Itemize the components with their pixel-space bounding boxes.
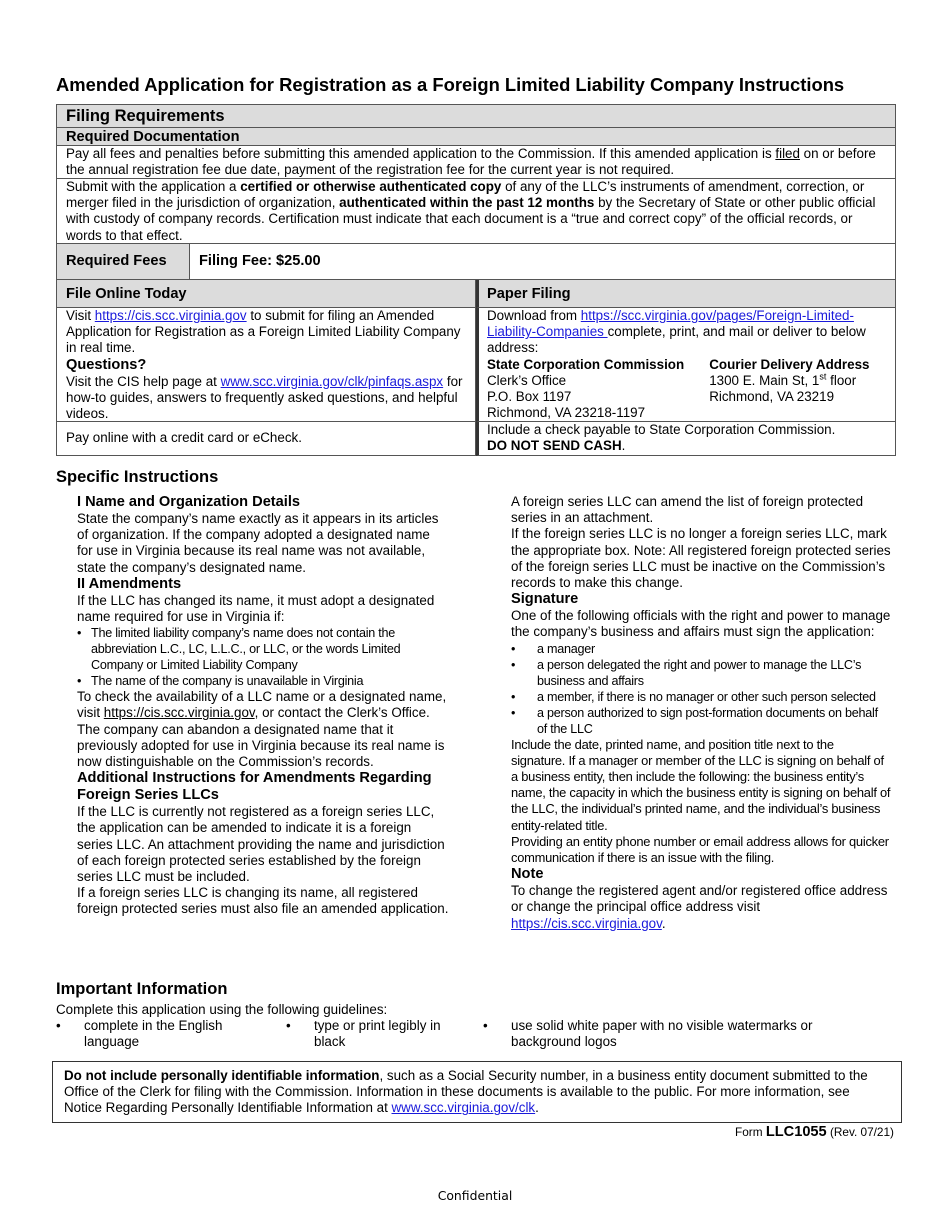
contact-info-text: Providing an entity phone number or email address allows for quicker communication if there is an issue with the filing. <box>511 833 889 866</box>
bullet-dot: • <box>483 1018 488 1033</box>
signature-bullets <box>511 641 891 737</box>
series-attachment-text: A foreign series LLC can amend the list of foreign protected series in an attachment. <box>511 494 864 526</box>
bullet-dot: • <box>286 1018 291 1033</box>
name-org-details-text: State the company’s name exactly as it appears in its articles of organization. If the company adopted a designated name for use in Virginia because its real name was not available, state the company’s designated name. <box>77 511 439 575</box>
questions-text: Visit the CIS help page at <box>66 373 221 389</box>
name-org-details-heading: I Name and Organization Details <box>77 494 301 510</box>
foreign-series-text: If the LLC is currently not registered as a foreign series LLC, the application can be amended to indicate it is a foreign series LLC. An attachment providing the name and jurisdiction of each foreign protected series established by the foreign series LLC must be included. <box>77 804 445 885</box>
guideline-text: complete in the English language <box>84 1018 223 1050</box>
online-visit-paragraph <box>66 308 466 357</box>
questions-heading: Questions? <box>66 356 147 373</box>
file-online-body <box>56 308 476 422</box>
courier-address <box>709 357 887 422</box>
form-revision: (Rev. 07/21) <box>826 1125 894 1139</box>
certified-text-c: by the Secretary of State or other public official with custody of company records. Certification must indicate that each document is a “true and correct copy” of the official records, or words to that effect. <box>66 195 876 243</box>
filed-underlined: filed <box>775 146 800 161</box>
mailing-address <box>487 357 709 422</box>
pii-notice-box <box>52 1061 902 1123</box>
fees-paragraph <box>56 146 896 179</box>
form-number: LLC1055 <box>765 1124 827 1140</box>
series-inactive-text: If the foreign series LLC is no longer a foreign series LLC, mark the appropriate box. Note: All registered foreign protected series of the foreign series LLC must be inactive on the Commission’s records to make this change. <box>511 526 891 591</box>
signature-details-text: Include the date, printed name, and position title next to the signature. If a manager or member of the LLC is signing on behalf of a business entity, then include the following: the business entity’s name, the capacity in which the business entity is signing on behalf of the LLC, the individual’s printed name, and the individual’s business entity-related title. <box>511 736 891 833</box>
foreign-llc-link[interactable]: https://scc.virginia.gov/pages/Foreign-Limited-Liability-Companies <box>487 308 854 340</box>
certified-bold-a: certified or otherwise authenticated copy <box>240 179 502 194</box>
instructions-right-column <box>511 494 891 932</box>
questions-paragraph <box>66 374 466 423</box>
availability-text-rest: , or contact the Clerk’s Office. <box>254 705 430 721</box>
courier-floor: floor <box>826 372 857 388</box>
pinfaqs-link[interactable]: www.scc.virginia.gov/clk/pinfaqs.aspx <box>220 373 444 389</box>
important-intro: Complete this application using the following guidelines: <box>56 1002 388 1017</box>
cis-availability-link[interactable]: https://cis.scc.virginia.gov <box>103 705 255 721</box>
certified-text-a: Submit with the application a <box>66 179 241 194</box>
courier-superscript: st <box>819 371 827 382</box>
bullet-dot: • <box>56 1018 61 1033</box>
amendments-heading: II Amendments <box>77 575 182 592</box>
pii-text: , such as a Social Security number, in a business entity document submitted to the Office of the Clerk for filing with the Commission. Information in these documents is available to the public. For more information, see Notice Regarding Personally Identifiable Information at <box>64 1068 868 1116</box>
list-item: • a person delegated the right and power to manage the LLC’s business and affairs <box>511 657 891 689</box>
certified-copy-paragraph <box>56 179 896 244</box>
required-documentation-heading: Required Documentation <box>56 127 896 146</box>
mailing-address-line: Clerk’s Office <box>487 372 567 388</box>
online-visit-rest: to submit for filing an Amended Application for Registration as a Foreign Limited Liability Company in real time. <box>66 308 461 356</box>
foreign-series-heading: Additional Instructions for Amendments Regarding Foreign Series LLCs <box>77 770 432 804</box>
certified-text-b: of any of the LLC’s instruments of amendment, correction, or merger filed in the jurisdiction of organization, <box>66 179 865 211</box>
instructions-left-column <box>77 494 449 918</box>
file-online-heading: File Online Today <box>56 280 476 308</box>
amendments-text: If the LLC has changed its name, it must adopt a designated name required for use in Virginia if: <box>77 592 435 625</box>
download-text: Download from <box>487 308 581 323</box>
note-cis-link[interactable]: https://cis.scc.virginia.gov <box>511 915 662 931</box>
paper-payment-note <box>476 422 896 456</box>
foreign-series-name-change-text: If a foreign series LLC is changing its name, all registered foreign protected series must also file an amended application. <box>77 885 449 917</box>
list-item: • a person authorized to sign post-formation documents on behalf of the LLC <box>511 705 891 737</box>
page-title: Amended Application for Registration as a Foreign Limited Liability Company Instructions <box>56 74 845 95</box>
mailing-address-line: P.O. Box 1197 <box>487 389 572 405</box>
signature-heading: Signature <box>511 591 579 608</box>
availability-text: To check the availability of a LLC name or a designated name, visit <box>77 689 447 721</box>
courier-address-title: Courier Delivery Address <box>709 356 870 372</box>
paper-filing-heading: Paper Filing <box>476 280 896 308</box>
do-not-send-cash-period: . <box>621 438 626 454</box>
signature-text: One of the following officials with the right and power to manage the company’s business and affairs must sign the application: <box>511 608 891 640</box>
online-visit-text: Visit <box>66 308 95 323</box>
note-paragraph <box>511 883 891 932</box>
pii-period: . <box>535 1100 539 1116</box>
addresses <box>487 357 887 422</box>
check-payable-text: Include a check payable to State Corporation Commission. <box>487 422 836 437</box>
pii-bold: Do not include personally identifiable information <box>64 1068 380 1083</box>
questions-text-rest: for how-to guides, answers to frequently asked questions, and helpful videos. <box>66 373 463 422</box>
download-paragraph <box>487 308 887 357</box>
required-fees-label: Required Fees <box>56 244 190 280</box>
note-text: To change the registered agent and/or registered office address or change the principal office address visit <box>511 883 888 915</box>
list-item: • a manager <box>511 641 891 657</box>
note-heading: Note <box>511 866 544 883</box>
cis-link[interactable]: https://cis.scc.virginia.gov <box>94 308 247 323</box>
mailing-address-line: Richmond, VA 23218-1197 <box>487 405 646 421</box>
abandon-name-text: The company can abandon a designated name that it previously adopted for use in Virginia because its real name is now distinguishable on the Commission’s records. <box>77 721 445 770</box>
form-identifier <box>735 1124 894 1140</box>
filing-fee-value: Filing Fee: $25.00 <box>190 244 896 280</box>
download-text-rest: complete, print, and mail or deliver to below address: <box>487 324 866 356</box>
list-item: • a member, if there is no manager or other such person selected <box>511 689 891 705</box>
specific-instructions-heading: Specific Instructions <box>56 468 219 486</box>
amendments-bullets <box>77 625 449 689</box>
clk-link[interactable]: www.scc.virginia.gov/clk <box>391 1100 536 1116</box>
fees-paragraph-text-end: on or before the annual registration fee due date, payment of the registration fee for the current year is not required. <box>66 146 876 178</box>
courier-address-line: Richmond, VA 23219 <box>709 389 835 405</box>
guideline-text: type or print legibly in black <box>314 1018 441 1050</box>
paper-filing-body <box>476 308 896 422</box>
filing-requirements-heading: Filing Requirements <box>56 104 896 127</box>
certified-bold-b: authenticated within the past 12 months <box>339 195 595 211</box>
important-information-heading: Important Information <box>56 980 228 998</box>
courier-address-line <box>709 373 887 389</box>
note-period: . <box>661 915 666 931</box>
availability-paragraph <box>77 689 449 721</box>
form-label: Form <box>735 1125 766 1139</box>
courier-street: 1300 E. Main St, 1 <box>709 372 820 388</box>
fees-paragraph-text: Pay all fees and penalties before submitting this amended application to the Commission. If this amended application is <box>66 146 776 161</box>
list-item: • The name of the company is unavailable in Virginia <box>77 673 449 689</box>
online-payment-note: Pay online with a credit card or eCheck. <box>56 422 476 456</box>
mailing-address-title: State Corporation Commission <box>487 356 685 372</box>
guideline-text: use solid white paper with no visible watermarks or background logos <box>511 1018 813 1050</box>
list-item: • The limited liability company’s name does not contain the abbreviation L.C., LC, L.L.C., or LLC, or the words Limited Company or Limited Liability Company <box>77 625 449 673</box>
confidential-footer: Confidential <box>437 1188 513 1203</box>
do-not-send-cash: DO NOT SEND CASH <box>487 438 622 454</box>
